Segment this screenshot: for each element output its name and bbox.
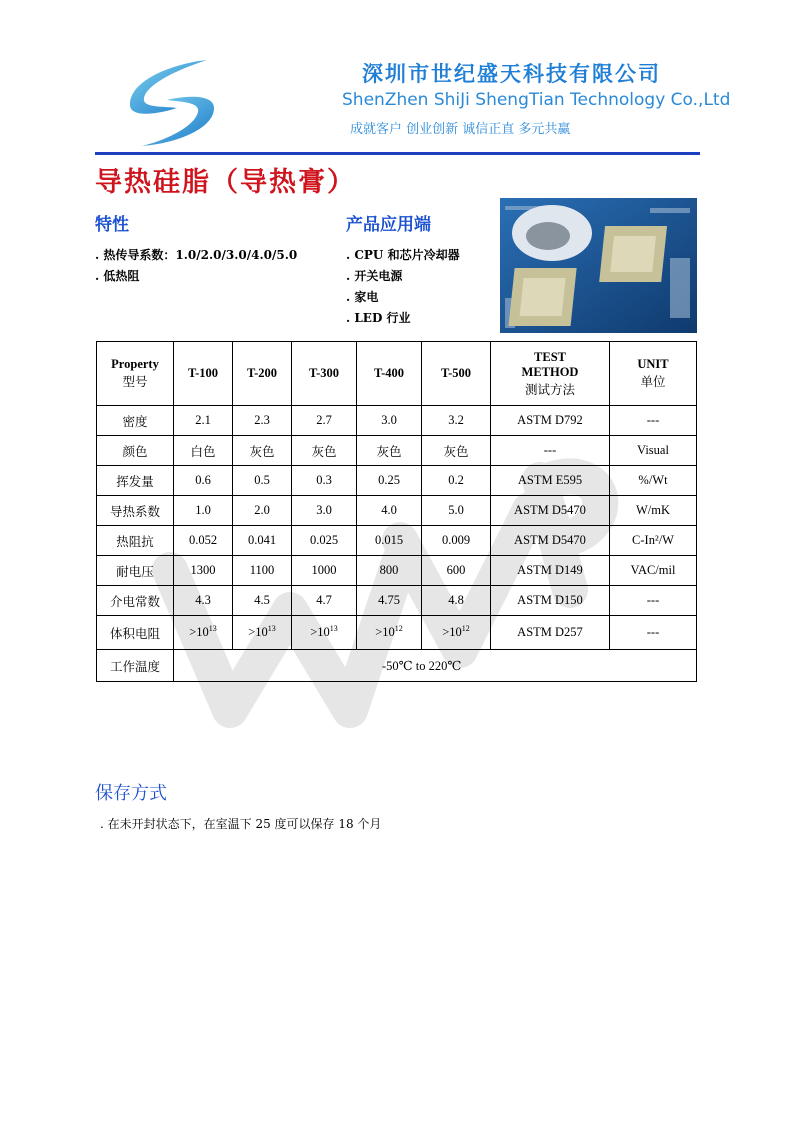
header-property-cn: 型号 (122, 375, 148, 389)
resistivity-exponent: 12 (461, 624, 470, 634)
cell-value: 2.1 (174, 406, 233, 436)
header-test-en1: TEST (534, 349, 566, 364)
resistivity-base: >10 (248, 625, 268, 640)
cell-value: 0.015 (357, 526, 422, 556)
cell-value: 2.7 (292, 406, 357, 436)
row-name: 挥发量 (97, 466, 174, 496)
header-property (97, 342, 174, 406)
company-name-cn: 深圳市世纪盛天科技有限公司 (362, 61, 661, 86)
applications-heading: 产品应用端 (346, 215, 431, 235)
cell-value (422, 616, 491, 650)
cell-value: 4.5 (233, 586, 292, 616)
header-unit-cn: 单位 (640, 375, 666, 389)
cell-value: 3.0 (357, 406, 422, 436)
header-test-cn: 测试方法 (524, 382, 575, 397)
header-unit (610, 342, 697, 406)
features-heading: 特性 (95, 215, 129, 235)
company-name-en: ShenZhen ShiJi ShengTian Technology Co.,Ltd (342, 90, 731, 110)
row-name: 工作温度 (97, 650, 174, 682)
product-title: 导热硅脂（导热膏） (95, 167, 356, 198)
resistivity-base: >10 (442, 625, 462, 640)
cell-value: 1300 (174, 556, 233, 586)
cell-value (292, 616, 357, 650)
cell-unit: C-In²/W (610, 526, 697, 556)
table-row (97, 466, 697, 496)
row-name: 耐电压 (97, 556, 174, 586)
table-row (97, 650, 697, 682)
cell-value: 4.0 (357, 496, 422, 526)
cell-value: 白色 (174, 436, 233, 466)
features-section (95, 210, 297, 287)
header-model: T-400 (357, 342, 422, 406)
cell-value: 0.025 (292, 526, 357, 556)
cell-unit: Visual (610, 436, 697, 466)
row-name: 体积电阻 (97, 616, 174, 650)
cell-value: 600 (422, 556, 491, 586)
cell-value: 2.3 (233, 406, 292, 436)
row-name: 颜色 (97, 436, 174, 466)
cell-unit: --- (610, 406, 697, 436)
cell-value: 5.0 (422, 496, 491, 526)
cell-unit: --- (610, 616, 697, 650)
table-row (97, 436, 697, 466)
row-name: 导热系数 (97, 496, 174, 526)
cell-value: 3.2 (422, 406, 491, 436)
cell-method: ASTM D792 (491, 406, 610, 436)
resistivity-exponent: 13 (329, 624, 338, 634)
table-row (97, 556, 697, 586)
cell-value: 1000 (292, 556, 357, 586)
cell-method: ASTM D5470 (491, 526, 610, 556)
header-model: T-100 (174, 342, 233, 406)
header-test-method (491, 342, 610, 406)
cell-value: 灰色 (422, 436, 491, 466)
cell-value: 0.25 (357, 466, 422, 496)
cell-value: 1100 (233, 556, 292, 586)
feature-item: . 低热阻 (95, 269, 140, 283)
table-row (97, 406, 697, 436)
product-photo (500, 198, 697, 333)
cell-method: ASTM D257 (491, 616, 610, 650)
resistivity-exponent: 13 (267, 624, 276, 634)
cell-unit: --- (610, 586, 697, 616)
cell-unit: %/Wt (610, 466, 697, 496)
cell-value (174, 616, 233, 650)
table-row (97, 616, 697, 650)
header-test-en2: METHOD (521, 364, 579, 379)
cell-value: 4.75 (357, 586, 422, 616)
cell-method: ASTM E595 (491, 466, 610, 496)
cell-method: ASTM D5470 (491, 496, 610, 526)
application-item: . CPU 和芯片冷却器 (346, 248, 460, 262)
cell-value: 0.3 (292, 466, 357, 496)
applications-section (346, 210, 460, 329)
cell-value: 4.3 (174, 586, 233, 616)
table-header-row (97, 342, 697, 406)
feature-item: . 热传导系数：1.0/2.0/3.0/4.0/5.0 (95, 248, 298, 262)
cell-value: 0.6 (174, 466, 233, 496)
cell-method: --- (491, 436, 610, 466)
row-name: 密度 (97, 406, 174, 436)
resistivity-base: >10 (189, 625, 209, 640)
cell-value: 灰色 (233, 436, 292, 466)
header-unit-en: UNIT (637, 357, 669, 371)
application-item: . 家电 (346, 290, 379, 304)
header-model: T-200 (233, 342, 292, 406)
storage-heading: 保存方式 (95, 783, 167, 804)
resistivity-base: >10 (375, 625, 395, 640)
cell-value: 1.0 (174, 496, 233, 526)
resistivity-exponent: 13 (208, 624, 217, 634)
cell-value: 0.5 (233, 466, 292, 496)
cell-temperature (174, 650, 697, 682)
cell-value: 0.009 (422, 526, 491, 556)
cell-value: 800 (357, 556, 422, 586)
row-name: 介电常数 (97, 586, 174, 616)
cell-method: ASTM D149 (491, 556, 610, 586)
table-row (97, 496, 697, 526)
cell-value: 0.052 (174, 526, 233, 556)
cell-value: 4.8 (422, 586, 491, 616)
company-slogan: 成就客户 创业创新 诚信正直 多元共赢 (350, 122, 571, 137)
application-item: . 开关电源 (346, 269, 403, 283)
cell-value (233, 616, 292, 650)
cell-method: ASTM D150 (491, 586, 610, 616)
cell-value: 3.0 (292, 496, 357, 526)
cell-unit: VAC/mil (610, 556, 697, 586)
application-item: . LED 行业 (346, 311, 411, 325)
cell-value: 0.041 (233, 526, 292, 556)
header-divider (95, 152, 700, 155)
spec-table (96, 341, 697, 682)
table-row (97, 526, 697, 556)
cell-value (357, 616, 422, 650)
cell-value: 灰色 (357, 436, 422, 466)
table-row (97, 586, 697, 616)
resistivity-exponent: 12 (394, 624, 403, 634)
header-property-en: Property (111, 357, 159, 371)
resistivity-base: >10 (310, 625, 330, 640)
cell-unit: W/mK (610, 496, 697, 526)
cell-value: 0.2 (422, 466, 491, 496)
cell-value: 4.7 (292, 586, 357, 616)
temperature-range: -50℃ to 220℃ (382, 658, 462, 673)
row-name: 热阻抗 (97, 526, 174, 556)
cell-value: 灰色 (292, 436, 357, 466)
header-model: T-500 (422, 342, 491, 406)
storage-text: . 在未开封状态下，在室温下 25 度可以保存 18 个月 (100, 817, 382, 831)
header-model: T-300 (292, 342, 357, 406)
cell-value: 2.0 (233, 496, 292, 526)
